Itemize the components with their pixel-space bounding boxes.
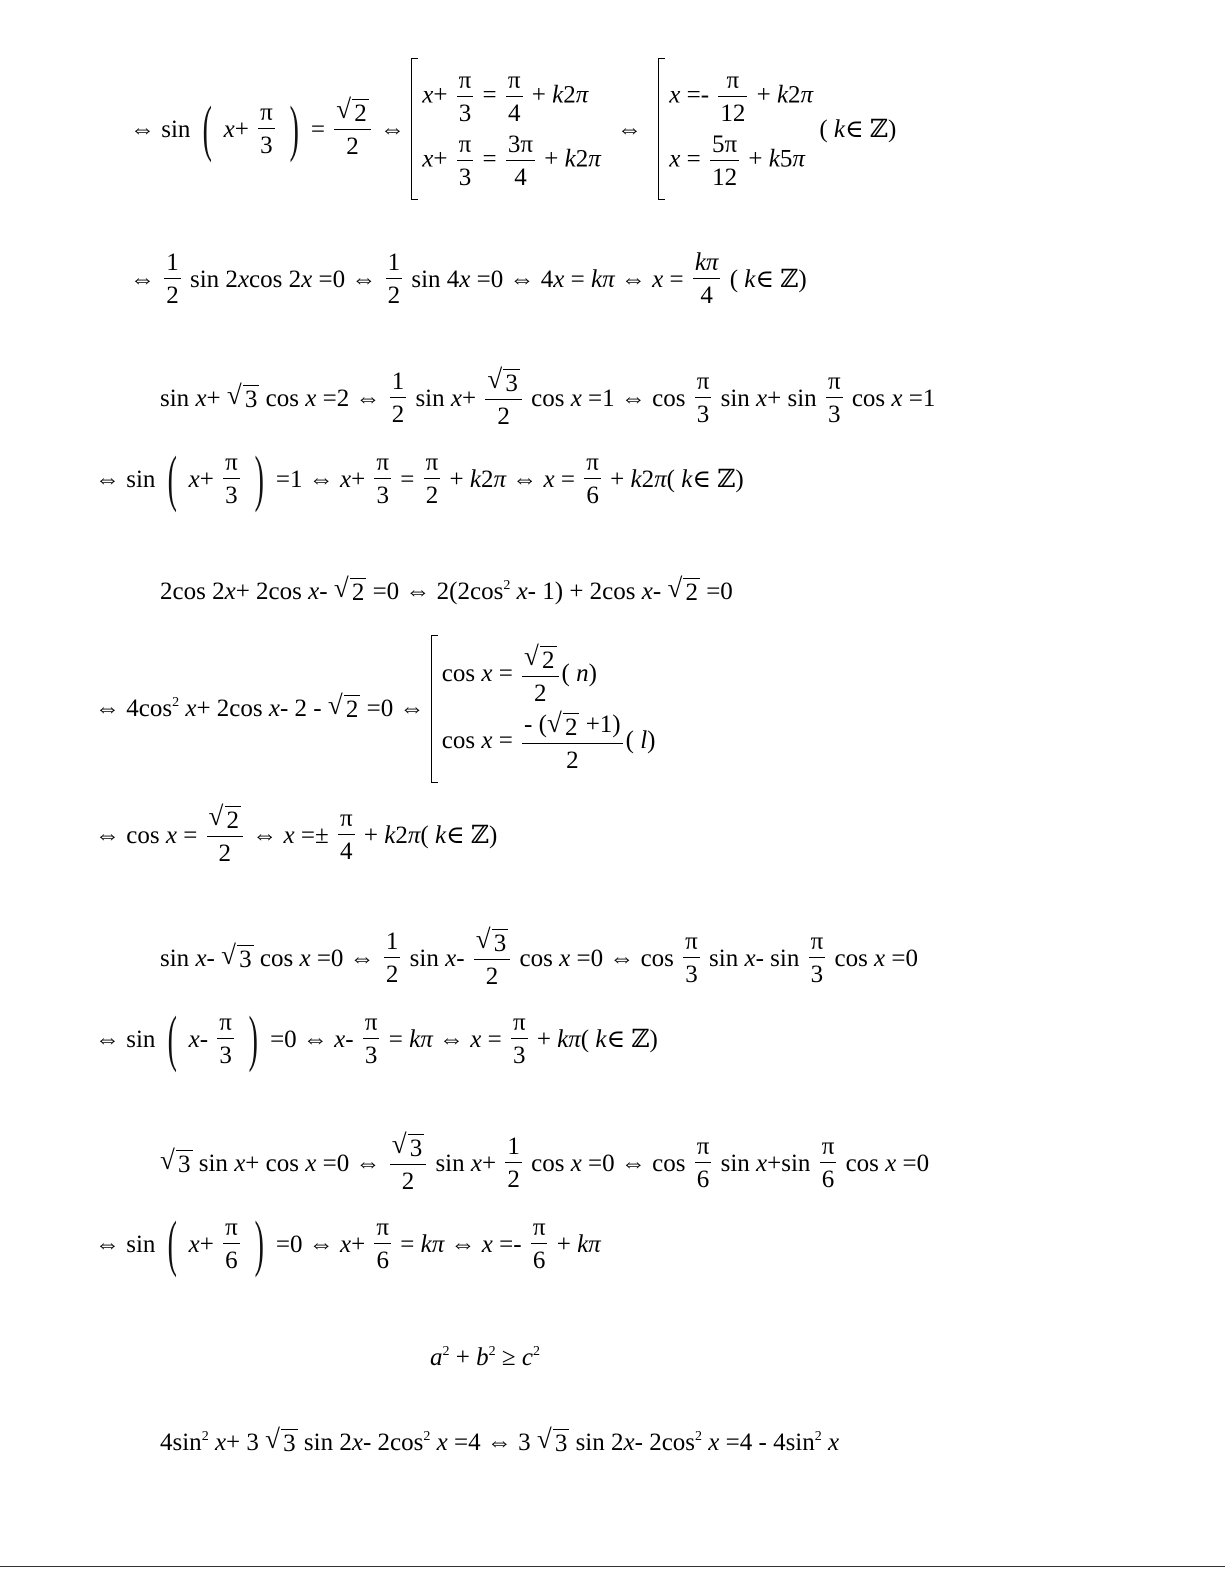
- formula-4: ⇔ sin ( x+ $\frac{\pi}{3}$ ) =1 ⇔ x+ $\frac{\pi}{3}$ = $\frac{\pi}{2}$ + k2π ⇔ x = $\frac{\pi}{6}$ + k2π( k∈ ℤ): [95, 445, 744, 513]
- formula-13: $4\sin^2$ x+ 3 √ 3 sin 2x- $2\cos^2$ x =4 ⇔ 3 √ 3 sin 2x- $2\cos^2$ $x =4 - 4\sin^2$ x: [160, 1428, 839, 1456]
- formula-1: ⇔ sin ( x+ $\frac{\pi}{3}$ ) = √ $\frac{2}{2}$ ⇔ x+ $\frac{\pi}{3}$ = $\frac{\pi}{4}$ + k2π x+ $\frac{\pi}{3}$ = $\frac{3\pi}{4}$ + k2π ⇔ x =- $\frac{\pi}{12}$ + k2π x = $\frac{5\pi}{12}$ + k5π ( k∈ ℤ): [130, 58, 896, 200]
- formula-6: ⇔ $4\cos^2$ x+ 2cos x- 2 - √ 2 =0 ⇔ cos x = √ $\frac{2}{2}$ ( n) cos x = $\frac{- (√ 2 +1)}{2}$ ( l): [95, 635, 656, 783]
- formula-11: ⇔ sin ( x+ $\frac{\pi}{6}$ ) =0 ⇔ x+ $\frac{\pi}{6}$ = kπ ⇔ x =- $\frac{\pi}{6}$ + kπ: [95, 1210, 601, 1278]
- formula-5: 2cos 2x+ 2cos x- √ 2 =0 ⇔ $2(2\cos^2$ x- 1) + 2cos x- √ 2 =0: [160, 577, 733, 605]
- formula-10: √ 3 sin x+ cos x =0 ⇔ √ $\frac{3}{2}$ sin x+ $\frac{1}{2}$ cos x =0 ⇔ cos $\frac{\pi}{6}$ sin x+sin $\frac{\pi}{6}$ cos x =0: [160, 1133, 929, 1194]
- formula-7: ⇔ cos x = √ $\frac{2}{2}$ ⇔ x =± $\frac{\pi}{4}$ + k2π( k∈ ℤ): [95, 805, 497, 866]
- formula-9: ⇔ sin ( x- $\frac{\pi}{3}$ ) =0 ⇔ x- $\frac{\pi}{3}$ = kπ ⇔ x = $\frac{\pi}{3}$ + kπ( k∈ ℤ): [95, 1005, 658, 1073]
- formula-12: $a^2 + b^2 \ge c^2$: [430, 1343, 540, 1371]
- page-bottom-rule: [0, 1566, 1225, 1567]
- formula-8: sin x- √ 3 cos x =0 ⇔ $\frac{1}{2}$ sin x- √ $\frac{3}{2}$ cos x =0 ⇔ cos $\frac{\pi}{3}$ sin x- sin $\frac{\pi}{3}$ cos x =0: [160, 928, 918, 989]
- formula-3: sin x+ √ 3 cos x =2 ⇔ $\frac{1}{2}$ sin x+ √ $\frac{3}{2}$ cos x =1 ⇔ cos $\frac{\pi}{3}$ sin x+ sin $\frac{\pi}{3}$ cos x =1: [160, 368, 935, 429]
- formula-2: ⇔ $\frac{1}{2}$ sin 2xcos 2x =0 ⇔ $\frac{1}{2}$ sin 4x =0 ⇔ 4x = kπ ⇔ x = $\frac{k\pi}{4}$ ( k∈ ℤ): [130, 249, 807, 309]
